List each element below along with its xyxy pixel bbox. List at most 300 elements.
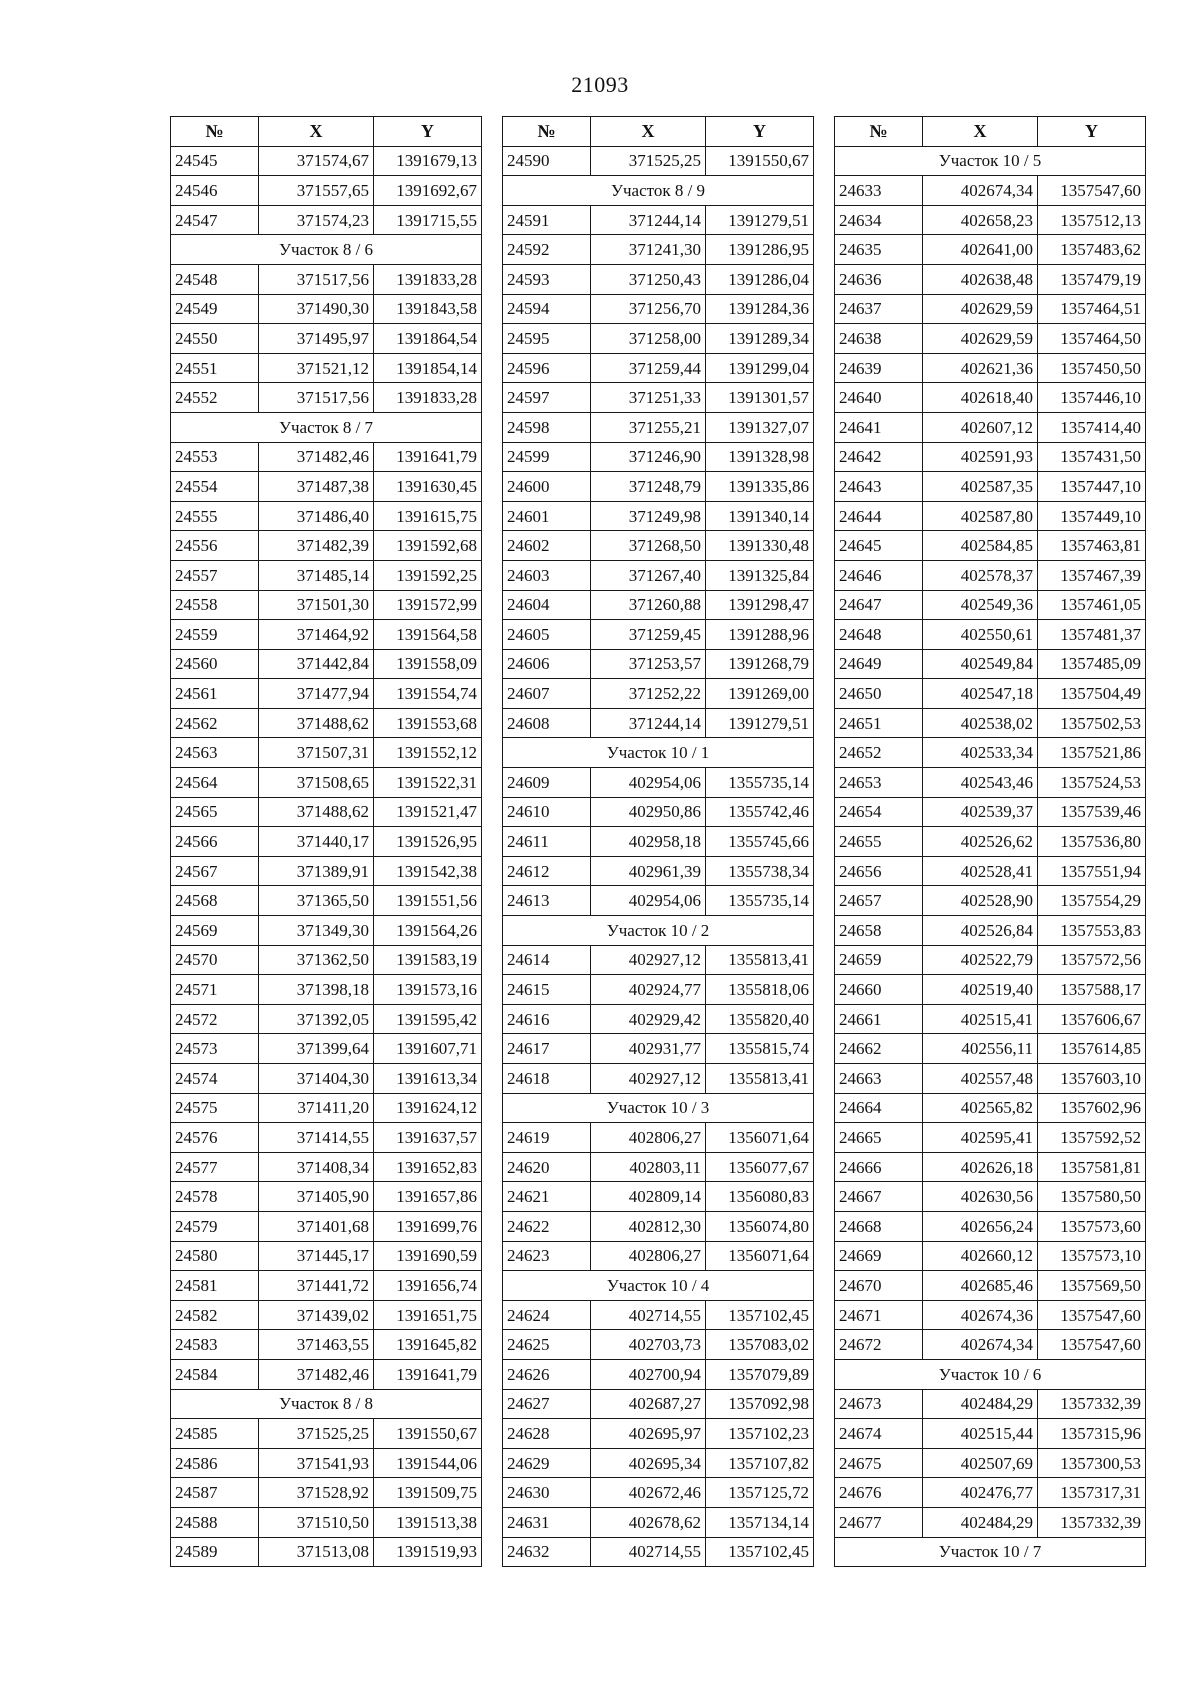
y-coordinate: 1355738,34	[706, 856, 814, 886]
table-row	[171, 324, 482, 354]
y-coordinate: 1357107,82	[706, 1448, 814, 1478]
table-row	[171, 679, 482, 709]
table-row	[171, 531, 482, 561]
x-coordinate: 371259,45	[591, 620, 706, 650]
table-row	[835, 975, 1146, 1005]
y-coordinate: 1391595,42	[374, 1004, 482, 1034]
y-coordinate: 1391573,16	[374, 975, 482, 1005]
y-coordinate: 1391854,14	[374, 353, 482, 383]
section-title: Участок 10 / 2	[503, 916, 814, 946]
y-coordinate: 1391657,86	[374, 1182, 482, 1212]
point-number: 24652	[835, 738, 923, 768]
y-coordinate: 1355742,46	[706, 797, 814, 827]
point-number: 24644	[835, 501, 923, 531]
x-coordinate: 371525,25	[259, 1419, 374, 1449]
point-number: 24553	[171, 442, 259, 472]
table-row	[171, 1507, 482, 1537]
point-number: 24546	[171, 176, 259, 206]
y-coordinate: 1357315,96	[1038, 1419, 1146, 1449]
y-coordinate: 1391652,83	[374, 1152, 482, 1182]
table-row	[835, 383, 1146, 413]
point-number: 24630	[503, 1478, 591, 1508]
y-coordinate: 1391637,57	[374, 1123, 482, 1153]
y-coordinate: 1357125,72	[706, 1478, 814, 1508]
x-coordinate: 371482,39	[259, 531, 374, 561]
table-row	[503, 1211, 814, 1241]
y-coordinate: 1357524,53	[1038, 768, 1146, 798]
section-row	[171, 1389, 482, 1419]
y-coordinate: 1391553,68	[374, 708, 482, 738]
y-coordinate: 1391299,04	[706, 353, 814, 383]
point-number: 24558	[171, 590, 259, 620]
table-row	[503, 294, 814, 324]
header-x: X	[923, 117, 1038, 147]
point-number: 24567	[171, 856, 259, 886]
point-number: 24588	[171, 1507, 259, 1537]
table-row	[503, 620, 814, 650]
y-coordinate: 1391301,57	[706, 383, 814, 413]
x-coordinate: 371488,62	[259, 797, 374, 827]
table-row	[835, 886, 1146, 916]
x-coordinate: 371253,57	[591, 649, 706, 679]
point-number: 24624	[503, 1300, 591, 1330]
x-coordinate: 402515,41	[923, 1004, 1038, 1034]
point-number: 24640	[835, 383, 923, 413]
x-coordinate: 371513,08	[259, 1537, 374, 1567]
point-number: 24633	[835, 176, 923, 206]
table-row	[503, 945, 814, 975]
y-coordinate: 1391269,00	[706, 679, 814, 709]
point-number: 24657	[835, 886, 923, 916]
point-number: 24676	[835, 1478, 923, 1508]
x-coordinate: 402950,86	[591, 797, 706, 827]
x-coordinate: 371487,38	[259, 472, 374, 502]
point-number: 24659	[835, 945, 923, 975]
y-coordinate: 1391690,59	[374, 1241, 482, 1271]
table-row	[503, 146, 814, 176]
table-row	[171, 1123, 482, 1153]
point-number: 24672	[835, 1330, 923, 1360]
table-row	[171, 1241, 482, 1271]
table-row	[503, 1330, 814, 1360]
table-row	[171, 1359, 482, 1389]
table-row	[171, 886, 482, 916]
point-number: 24563	[171, 738, 259, 768]
header-num: №	[835, 117, 923, 147]
y-coordinate: 1357512,13	[1038, 205, 1146, 235]
point-number: 24592	[503, 235, 591, 265]
y-coordinate: 1391613,34	[374, 1064, 482, 1094]
point-number: 24569	[171, 916, 259, 946]
table-row	[171, 472, 482, 502]
table-row	[171, 1448, 482, 1478]
header-x: X	[591, 117, 706, 147]
y-coordinate: 1357588,17	[1038, 975, 1146, 1005]
table-row	[171, 1537, 482, 1567]
point-number: 24670	[835, 1271, 923, 1301]
x-coordinate: 371517,56	[259, 383, 374, 413]
header-y: Y	[1038, 117, 1146, 147]
y-coordinate: 1391325,84	[706, 560, 814, 590]
table-row	[171, 1419, 482, 1449]
table-row	[171, 442, 482, 472]
y-coordinate: 1391572,99	[374, 590, 482, 620]
point-number: 24651	[835, 708, 923, 738]
point-number: 24673	[835, 1389, 923, 1419]
point-number: 24571	[171, 975, 259, 1005]
point-number: 24655	[835, 827, 923, 857]
point-number: 24658	[835, 916, 923, 946]
y-coordinate: 1357332,39	[1038, 1507, 1146, 1537]
table-row	[835, 1034, 1146, 1064]
x-coordinate: 371404,30	[259, 1064, 374, 1094]
x-coordinate: 402927,12	[591, 1064, 706, 1094]
y-coordinate: 1391558,09	[374, 649, 482, 679]
table-row	[835, 1300, 1146, 1330]
table-row	[171, 768, 482, 798]
table-row	[835, 1123, 1146, 1153]
point-number: 24634	[835, 205, 923, 235]
x-coordinate: 371349,30	[259, 916, 374, 946]
x-coordinate: 402587,35	[923, 472, 1038, 502]
x-coordinate: 402578,37	[923, 560, 1038, 590]
section-title: Участок 8 / 7	[171, 412, 482, 442]
y-coordinate: 1356071,64	[706, 1123, 814, 1153]
section-title: Участок 10 / 6	[835, 1359, 1146, 1389]
header-y: Y	[374, 117, 482, 147]
y-coordinate: 1357572,56	[1038, 945, 1146, 975]
x-coordinate: 371256,70	[591, 294, 706, 324]
y-coordinate: 1391509,75	[374, 1478, 482, 1508]
point-number: 24626	[503, 1359, 591, 1389]
table-row	[171, 1300, 482, 1330]
point-number: 24570	[171, 945, 259, 975]
x-coordinate: 402803,11	[591, 1152, 706, 1182]
table-row	[503, 827, 814, 857]
table-row	[835, 1064, 1146, 1094]
x-coordinate: 402954,06	[591, 886, 706, 916]
table-row	[835, 176, 1146, 206]
y-coordinate: 1391607,71	[374, 1034, 482, 1064]
header-row	[171, 117, 482, 147]
y-coordinate: 1357602,96	[1038, 1093, 1146, 1123]
section-row	[503, 916, 814, 946]
x-coordinate: 371463,55	[259, 1330, 374, 1360]
x-coordinate: 371541,93	[259, 1448, 374, 1478]
section-row	[835, 1537, 1146, 1567]
x-coordinate: 371362,50	[259, 945, 374, 975]
point-number: 24648	[835, 620, 923, 650]
table-row	[503, 1359, 814, 1389]
table-row	[835, 531, 1146, 561]
y-coordinate: 1391699,76	[374, 1211, 482, 1241]
y-coordinate: 1391328,98	[706, 442, 814, 472]
table-row	[835, 1093, 1146, 1123]
table-row	[503, 442, 814, 472]
x-coordinate: 371482,46	[259, 442, 374, 472]
x-coordinate: 402806,27	[591, 1123, 706, 1153]
x-coordinate: 402565,82	[923, 1093, 1038, 1123]
y-coordinate: 1391268,79	[706, 649, 814, 679]
point-number: 24612	[503, 856, 591, 886]
point-number: 24611	[503, 827, 591, 857]
x-coordinate: 402584,85	[923, 531, 1038, 561]
y-coordinate: 1355813,41	[706, 945, 814, 975]
table-row	[503, 205, 814, 235]
point-number: 24596	[503, 353, 591, 383]
point-number: 24617	[503, 1034, 591, 1064]
section-title: Участок 8 / 9	[503, 176, 814, 206]
y-coordinate: 1355818,06	[706, 975, 814, 1005]
table-row	[835, 1004, 1146, 1034]
table-row	[171, 1271, 482, 1301]
x-coordinate: 402591,93	[923, 442, 1038, 472]
point-number: 24608	[503, 708, 591, 738]
y-coordinate: 1357102,23	[706, 1419, 814, 1449]
table-row	[503, 1448, 814, 1478]
x-coordinate: 371490,30	[259, 294, 374, 324]
point-number: 24580	[171, 1241, 259, 1271]
table-row	[835, 679, 1146, 709]
x-coordinate: 371251,33	[591, 383, 706, 413]
point-number: 24614	[503, 945, 591, 975]
point-number: 24669	[835, 1241, 923, 1271]
x-coordinate: 371259,44	[591, 353, 706, 383]
point-number: 24645	[835, 531, 923, 561]
table-row	[171, 205, 482, 235]
point-number: 24618	[503, 1064, 591, 1094]
table-row	[171, 264, 482, 294]
x-coordinate: 371442,84	[259, 649, 374, 679]
table-row	[171, 1330, 482, 1360]
y-coordinate: 1391330,48	[706, 531, 814, 561]
x-coordinate: 402931,77	[591, 1034, 706, 1064]
x-coordinate: 371488,62	[259, 708, 374, 738]
y-coordinate: 1357573,10	[1038, 1241, 1146, 1271]
y-coordinate: 1391630,45	[374, 472, 482, 502]
table-row	[835, 560, 1146, 590]
point-number: 24627	[503, 1389, 591, 1419]
y-coordinate: 1357504,49	[1038, 679, 1146, 709]
x-coordinate: 371411,20	[259, 1093, 374, 1123]
table-row	[503, 649, 814, 679]
table-row	[503, 1004, 814, 1034]
table-row	[835, 738, 1146, 768]
point-number: 24577	[171, 1152, 259, 1182]
point-number: 24663	[835, 1064, 923, 1094]
x-coordinate: 402658,23	[923, 205, 1038, 235]
y-coordinate: 1391513,38	[374, 1507, 482, 1537]
table-row	[171, 1152, 482, 1182]
point-number: 24656	[835, 856, 923, 886]
table-row	[835, 1389, 1146, 1419]
x-coordinate: 402484,29	[923, 1389, 1038, 1419]
y-coordinate: 1391340,14	[706, 501, 814, 531]
x-coordinate: 402629,59	[923, 324, 1038, 354]
point-number: 24601	[503, 501, 591, 531]
point-number: 24551	[171, 353, 259, 383]
section-row	[503, 738, 814, 768]
y-coordinate: 1391335,86	[706, 472, 814, 502]
point-number: 24590	[503, 146, 591, 176]
table-row	[835, 1271, 1146, 1301]
header-x: X	[259, 117, 374, 147]
table-row	[835, 856, 1146, 886]
point-number: 24549	[171, 294, 259, 324]
y-coordinate: 1391279,51	[706, 708, 814, 738]
y-coordinate: 1391864,54	[374, 324, 482, 354]
x-coordinate: 402507,69	[923, 1448, 1038, 1478]
point-number: 24620	[503, 1152, 591, 1182]
section-row	[503, 1271, 814, 1301]
point-number: 24578	[171, 1182, 259, 1212]
x-coordinate: 402641,00	[923, 235, 1038, 265]
table-row	[835, 768, 1146, 798]
point-number: 24664	[835, 1093, 923, 1123]
y-coordinate: 1357300,53	[1038, 1448, 1146, 1478]
x-coordinate: 402557,48	[923, 1064, 1038, 1094]
point-number: 24603	[503, 560, 591, 590]
table-row	[503, 886, 814, 916]
x-coordinate: 402547,18	[923, 679, 1038, 709]
x-coordinate: 402961,39	[591, 856, 706, 886]
x-coordinate: 402687,27	[591, 1389, 706, 1419]
table-row	[503, 975, 814, 1005]
point-number: 24610	[503, 797, 591, 827]
table-row	[171, 1064, 482, 1094]
y-coordinate: 1357485,09	[1038, 649, 1146, 679]
point-number: 24671	[835, 1300, 923, 1330]
x-coordinate: 371525,25	[591, 146, 706, 176]
table-row	[835, 235, 1146, 265]
x-coordinate: 371482,46	[259, 1359, 374, 1389]
y-coordinate: 1391554,74	[374, 679, 482, 709]
point-number: 24589	[171, 1537, 259, 1567]
table-row	[503, 856, 814, 886]
y-coordinate: 1391651,75	[374, 1300, 482, 1330]
y-coordinate: 1391289,34	[706, 324, 814, 354]
x-coordinate: 371260,88	[591, 590, 706, 620]
x-coordinate: 402674,36	[923, 1300, 1038, 1330]
point-number: 24561	[171, 679, 259, 709]
table-row	[171, 856, 482, 886]
header-y: Y	[706, 117, 814, 147]
point-number: 24674	[835, 1419, 923, 1449]
point-number: 24646	[835, 560, 923, 590]
x-coordinate: 402549,36	[923, 590, 1038, 620]
table-row	[171, 1093, 482, 1123]
point-number: 24632	[503, 1537, 591, 1567]
x-coordinate: 371248,79	[591, 472, 706, 502]
x-coordinate: 371414,55	[259, 1123, 374, 1153]
point-number: 24661	[835, 1004, 923, 1034]
y-coordinate: 1391583,19	[374, 945, 482, 975]
table-row	[171, 294, 482, 324]
point-number: 24631	[503, 1507, 591, 1537]
x-coordinate: 371401,68	[259, 1211, 374, 1241]
table-row	[835, 1211, 1146, 1241]
y-coordinate: 1357134,14	[706, 1507, 814, 1537]
y-coordinate: 1391833,28	[374, 383, 482, 413]
table-row	[835, 590, 1146, 620]
x-coordinate: 371241,30	[591, 235, 706, 265]
point-number: 24615	[503, 975, 591, 1005]
y-coordinate: 1357079,89	[706, 1359, 814, 1389]
y-coordinate: 1391522,31	[374, 768, 482, 798]
x-coordinate: 402927,12	[591, 945, 706, 975]
table-row	[835, 797, 1146, 827]
y-coordinate: 1391615,75	[374, 501, 482, 531]
y-coordinate: 1391624,12	[374, 1093, 482, 1123]
table-row	[171, 1034, 482, 1064]
x-coordinate: 402526,84	[923, 916, 1038, 946]
x-coordinate: 371508,65	[259, 768, 374, 798]
y-coordinate: 1357446,10	[1038, 383, 1146, 413]
y-coordinate: 1357580,50	[1038, 1182, 1146, 1212]
x-coordinate: 402476,77	[923, 1478, 1038, 1508]
y-coordinate: 1391551,56	[374, 886, 482, 916]
table-row	[171, 827, 482, 857]
table-row	[171, 176, 482, 206]
x-coordinate: 402954,06	[591, 768, 706, 798]
point-number: 24545	[171, 146, 259, 176]
y-coordinate: 1357450,50	[1038, 353, 1146, 383]
x-coordinate: 402656,24	[923, 1211, 1038, 1241]
y-coordinate: 1391526,95	[374, 827, 482, 857]
point-number: 24604	[503, 590, 591, 620]
table-row	[503, 1478, 814, 1508]
y-coordinate: 1391279,51	[706, 205, 814, 235]
table-row	[171, 649, 482, 679]
y-coordinate: 1357467,39	[1038, 560, 1146, 590]
x-coordinate: 371392,05	[259, 1004, 374, 1034]
table-row	[503, 501, 814, 531]
table-row	[835, 1182, 1146, 1212]
y-coordinate: 1357414,40	[1038, 412, 1146, 442]
x-coordinate: 371495,97	[259, 324, 374, 354]
table-row	[171, 1478, 482, 1508]
point-number: 24677	[835, 1507, 923, 1537]
table-row	[835, 353, 1146, 383]
y-coordinate: 1391645,82	[374, 1330, 482, 1360]
table-row	[171, 501, 482, 531]
y-coordinate: 1357569,50	[1038, 1271, 1146, 1301]
x-coordinate: 402714,55	[591, 1300, 706, 1330]
x-coordinate: 371399,64	[259, 1034, 374, 1064]
y-coordinate: 1357547,60	[1038, 1300, 1146, 1330]
point-number: 24609	[503, 768, 591, 798]
table-row	[503, 1123, 814, 1153]
y-coordinate: 1391550,67	[374, 1419, 482, 1449]
x-coordinate: 402809,14	[591, 1182, 706, 1212]
table-row	[503, 412, 814, 442]
table-row	[835, 916, 1146, 946]
point-number: 24555	[171, 501, 259, 531]
table-row	[503, 1152, 814, 1182]
table-row	[171, 916, 482, 946]
section-title: Участок 10 / 4	[503, 1271, 814, 1301]
point-number: 24635	[835, 235, 923, 265]
table-row	[171, 1211, 482, 1241]
x-coordinate: 371246,90	[591, 442, 706, 472]
y-coordinate: 1357606,67	[1038, 1004, 1146, 1034]
table-row	[171, 1004, 482, 1034]
point-number: 24600	[503, 472, 591, 502]
x-coordinate: 371486,40	[259, 501, 374, 531]
table-row	[835, 1478, 1146, 1508]
point-number: 24566	[171, 827, 259, 857]
point-number: 24625	[503, 1330, 591, 1360]
